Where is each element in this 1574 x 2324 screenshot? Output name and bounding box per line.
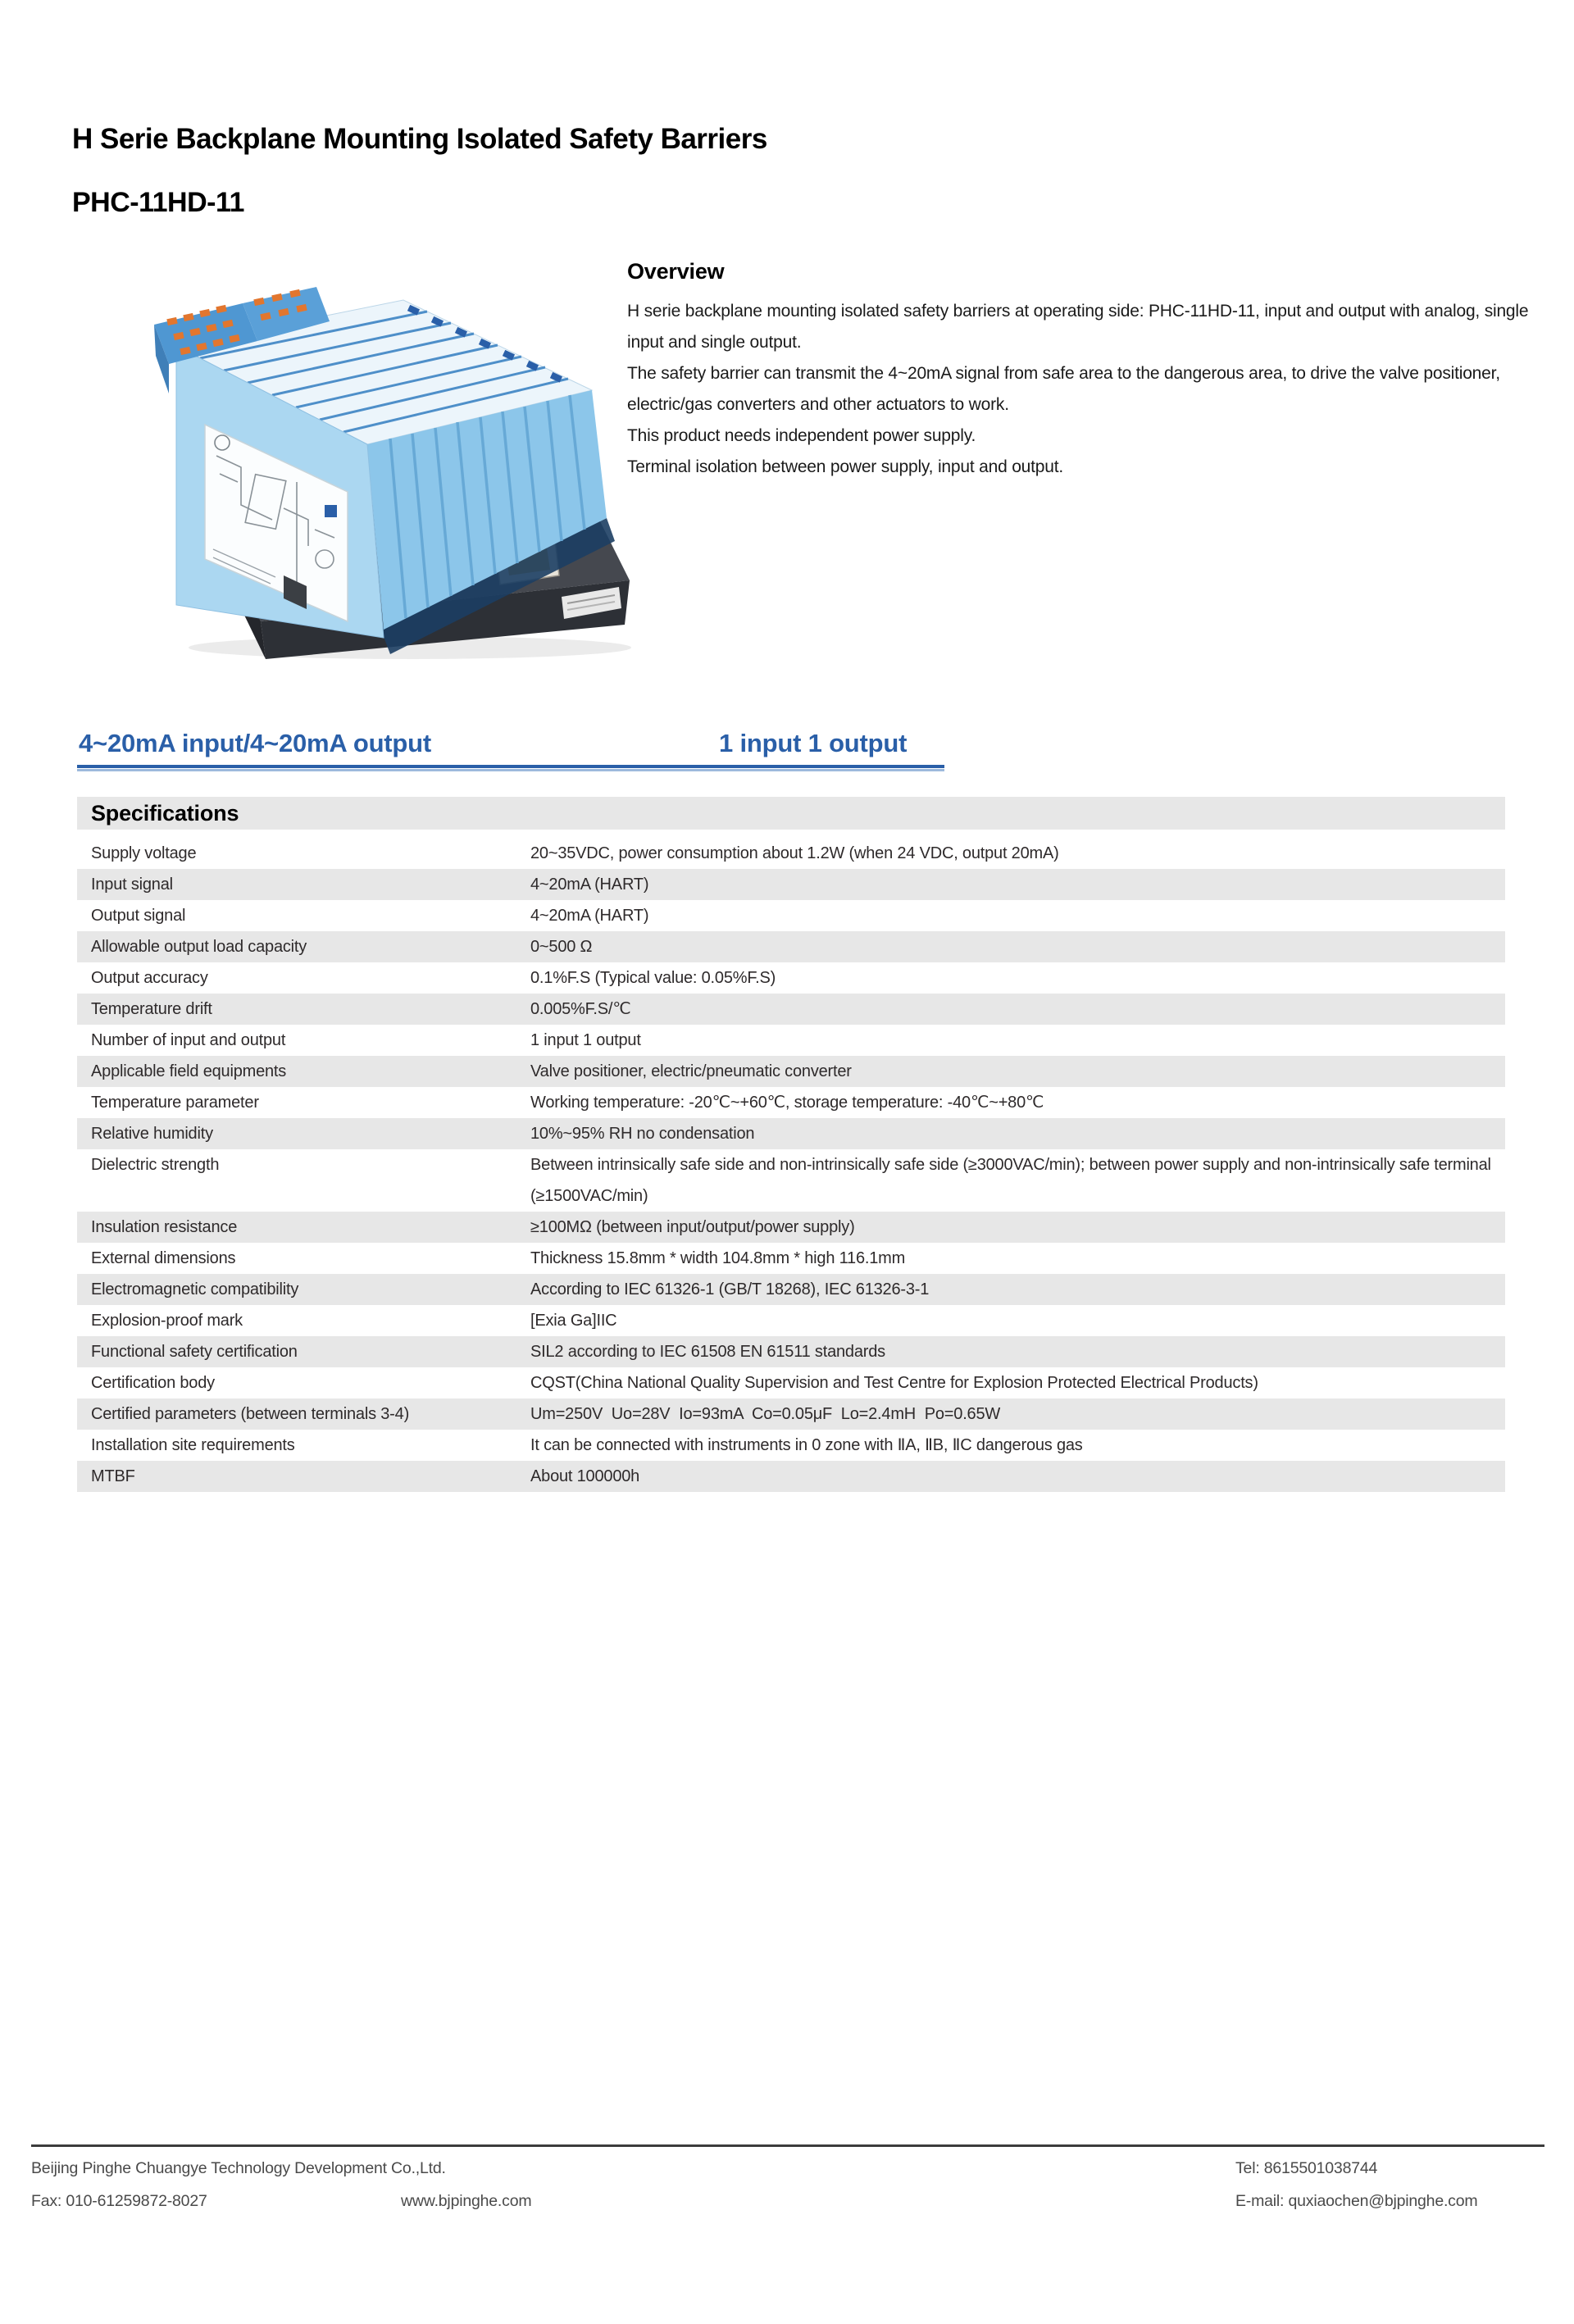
spec-value: 4~20mA (HART) xyxy=(530,907,649,925)
specifications-header xyxy=(77,797,1505,830)
spec-row xyxy=(77,1430,1505,1461)
spec-label: Input signal xyxy=(91,875,173,894)
spec-row xyxy=(77,1025,1505,1056)
spec-label: Applicable field equipments xyxy=(91,1062,287,1080)
spec-value: [Exia Ga]IIC xyxy=(530,1312,617,1330)
spec-row xyxy=(77,869,1505,900)
page-title: H Serie Backplane Mounting Isolated Safety Barriers xyxy=(72,123,767,155)
overview-paragraph: H serie backplane mounting isolated safety barriers at operating side: PHC-11HD-11, input and output with analog, single input and single output. xyxy=(627,302,1529,352)
spec-label: Dielectric strength xyxy=(91,1156,220,1174)
spec-label: Output accuracy xyxy=(91,969,208,987)
spec-label: Supply voltage xyxy=(91,844,197,862)
spec-value: ≥100MΩ (between input/output/power supply) xyxy=(530,1218,855,1236)
spec-value: Um=250V Uo=28V Io=93mA Co=0.05μF Lo=2.4mH Po=0.65W xyxy=(530,1405,1001,1423)
spec-value: 4~20mA (HART) xyxy=(530,875,649,894)
spec-value: 10%~95% RH no condensation xyxy=(530,1125,755,1143)
spec-value: SIL2 according to IEC 61508 EN 61511 standards xyxy=(530,1343,885,1361)
spec-table xyxy=(77,838,1505,1492)
spec-label: Explosion-proof mark xyxy=(91,1312,243,1330)
spec-label: Relative humidity xyxy=(91,1125,213,1143)
spec-row xyxy=(77,1398,1505,1430)
spec-label: Insulation resistance xyxy=(91,1218,238,1236)
spec-row xyxy=(77,1118,1505,1149)
spec-row xyxy=(77,931,1505,962)
overview-section xyxy=(627,259,1549,483)
specifications-heading: Specifications xyxy=(91,801,239,825)
spec-row xyxy=(77,1243,1505,1274)
spec-value: 0.005%F.S/℃ xyxy=(530,1000,631,1018)
section-title-io: 1 input 1 output xyxy=(719,729,908,757)
spec-row xyxy=(77,1087,1505,1118)
section-underline xyxy=(77,765,944,771)
spec-label: Allowable output load capacity xyxy=(91,938,307,956)
spec-row xyxy=(77,838,1505,869)
spec-label: External dimensions xyxy=(91,1249,236,1267)
spec-row xyxy=(77,1212,1505,1243)
spec-value: 20~35VDC, power consumption about 1.2W (when 24 VDC, output 20mA) xyxy=(530,844,1059,862)
spec-row xyxy=(77,1336,1505,1367)
spec-value: About 100000h xyxy=(530,1467,640,1485)
spec-value: Working temperature: -20℃~+60℃, storage temperature: -40℃~+80℃ xyxy=(530,1094,1044,1112)
spec-label: Certification body xyxy=(91,1374,215,1392)
product-model: PHC-11HD-11 xyxy=(72,187,244,218)
overview-paragraph: This product needs independent power supply. xyxy=(627,426,976,445)
spec-value: It can be connected with instruments in 0 zone with ⅡA, ⅡB, ⅡC dangerous gas xyxy=(530,1436,1083,1454)
spec-label: Temperature drift xyxy=(91,1000,212,1018)
spec-row xyxy=(77,1305,1505,1336)
spec-value: 1 input 1 output xyxy=(530,1031,641,1049)
footer-divider xyxy=(31,2144,1544,2147)
spec-label: Output signal xyxy=(91,907,186,925)
section-title-signal: 4~20mA input/4~20mA output xyxy=(79,729,432,757)
spec-value: 0.1%F.S (Typical value: 0.05%F.S) xyxy=(530,969,776,987)
spec-value: According to IEC 61326-1 (GB/T 18268), IEC 61326-3-1 xyxy=(530,1280,930,1298)
spec-label: Temperature parameter xyxy=(91,1094,259,1112)
spec-row xyxy=(77,900,1505,931)
spec-value: Between intrinsically safe side and non-intrinsically safe side (≥3000VAC/min); between power supply and non-intrinsically safe terminal (≥1500VAC/min) xyxy=(530,1156,1496,1205)
spec-value: Valve positioner, electric/pneumatic converter xyxy=(530,1062,852,1080)
spec-label: Number of input and output xyxy=(91,1031,286,1049)
spec-row xyxy=(77,1367,1505,1398)
spec-label: MTBF xyxy=(91,1467,135,1485)
spec-row xyxy=(77,1461,1505,1492)
spec-value: 0~500 Ω xyxy=(530,938,593,956)
section-header xyxy=(77,729,1505,778)
spec-row xyxy=(77,962,1505,994)
spec-row xyxy=(77,1149,1505,1212)
footer-fax: Fax: 010-61259872-8027 xyxy=(31,2192,207,2210)
spec-row xyxy=(77,1056,1505,1087)
overview-paragraphs xyxy=(627,296,1549,483)
product-image xyxy=(82,271,639,664)
footer-website: www.bjpinghe.com xyxy=(401,2192,532,2210)
overview-paragraph: Terminal isolation between power supply, input and output. xyxy=(627,457,1064,476)
spec-value: CQST(China National Quality Supervision and Test Centre for Explosion Protected Electrical Products) xyxy=(530,1374,1258,1392)
spec-label: Certified parameters (between terminals 3-4) xyxy=(91,1405,410,1423)
spec-value: Thickness 15.8mm * width 104.8mm * high 116.1mm xyxy=(530,1249,906,1267)
spec-row xyxy=(77,1274,1505,1305)
spec-label: Installation site requirements xyxy=(91,1436,295,1454)
overview-heading: Overview xyxy=(627,259,725,284)
footer-company: Beijing Pinghe Chuangye Technology Development Co.,Ltd. xyxy=(31,2159,446,2177)
footer-tel: Tel: 8615501038744 xyxy=(1235,2159,1378,2177)
footer-email: E-mail: quxiaochen@bjpinghe.com xyxy=(1235,2192,1478,2210)
safety-barrier-illustration xyxy=(82,271,639,664)
spec-label: Functional safety certification xyxy=(91,1343,298,1361)
spec-row xyxy=(77,994,1505,1025)
overview-paragraph: The safety barrier can transmit the 4~20mA signal from safe area to the dangerous area, to drive the valve positioner, electric/gas converters and other actuators to work. xyxy=(627,364,1500,414)
spec-label: Electromagnetic compatibility xyxy=(91,1280,299,1298)
